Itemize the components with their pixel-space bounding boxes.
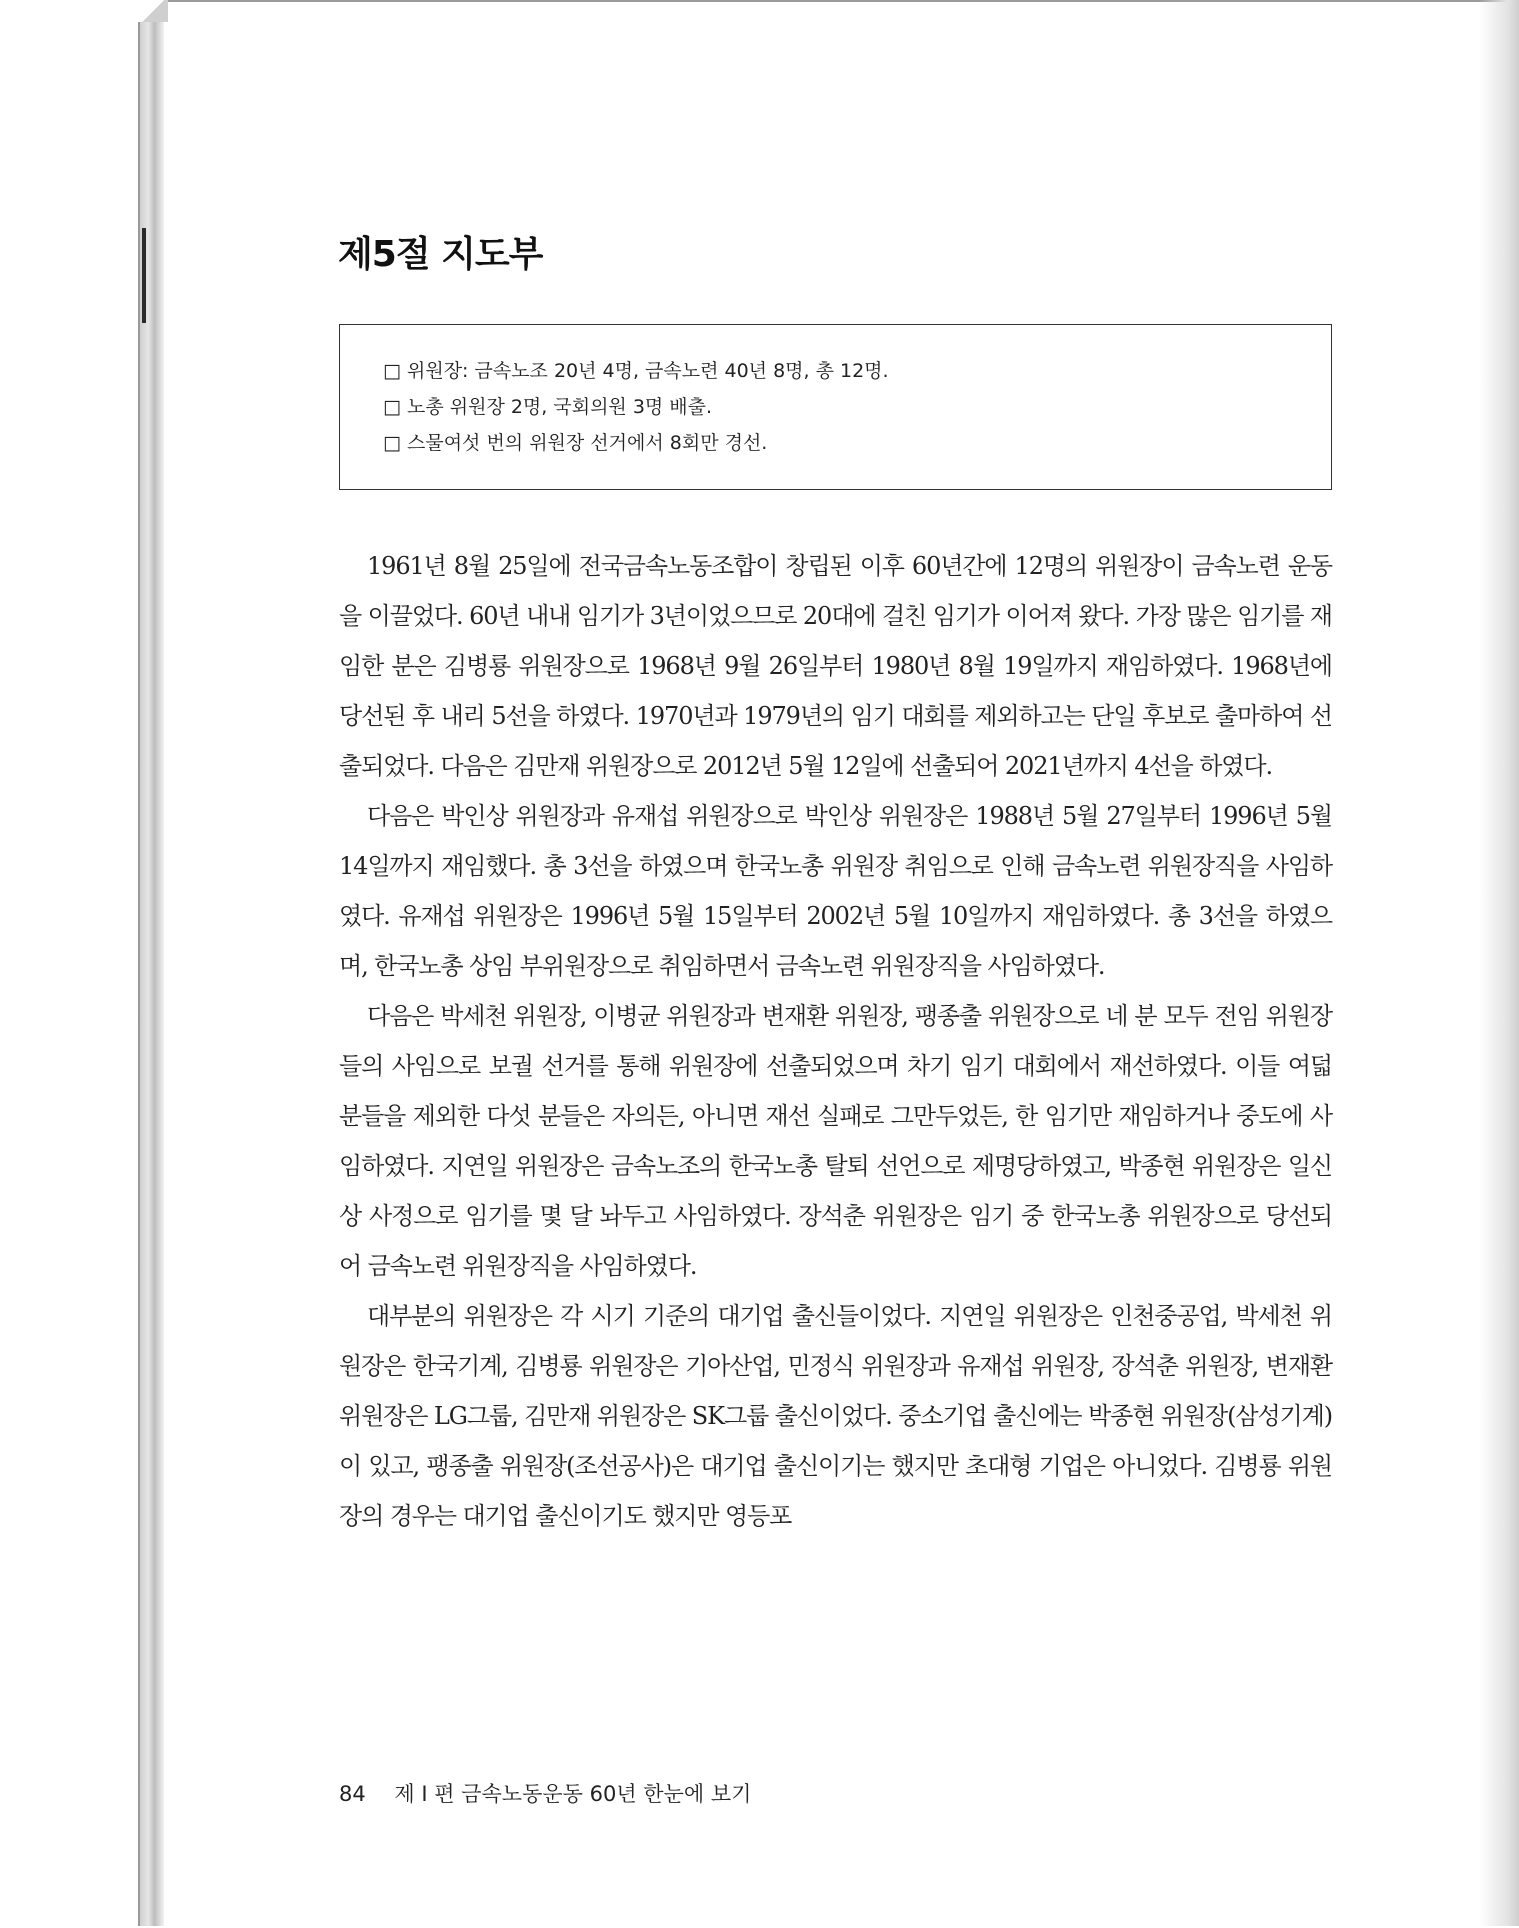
summary-box — [339, 324, 1332, 490]
summary-item: □ 위원장: 금속노조 20년 4명, 금속노련 40년 8명, 총 12명. — [383, 360, 889, 382]
summary-item: □ 스물여섯 번의 위원장 선거에서 8회만 경선. — [383, 432, 768, 454]
paragraph: 다음은 박인상 위원장과 유재섭 위원장으로 박인상 위원장은 1988년 5월 27일부터 1996년 5월 14일까지 재임했다. 총 3선을 하였으며 한국노총 위원장 취임으로 인해 금속노련 위원장직을 사임하였다. 유재섭 위원장은 1996년 5월 15일부터 2002년 5월 10일까지 재임하였다. 총 3선을 하였으며, 한국노총 상임 부위원장으로 취임하면서 금속노련 위원장직을 사임하였다. — [339, 802, 1332, 980]
page-footer — [339, 1778, 751, 1808]
running-title: 제 I 편 금속노동운동 60년 한눈에 보기 — [394, 1782, 752, 1806]
paragraph: 다음은 박세천 위원장, 이병균 위원장과 변재환 위원장, 팽종출 위원장으로 네 분 모두 전임 위원장들의 사임으로 보궐 선거를 통해 위원장에 선출되었으며 차기 임기 대회에서 재선하였다. 이들 여덟 분들을 제외한 다섯 분들은 자의든, 아니면 재선 실패로 그만두었든, 한 임기만 재임하거나 중도에 사임하였다. 지연일 위원장은 금속노조의 한국노총 탈퇴 선언으로 제명당하였고, 박종현 위원장은 일신상 사정으로 임기를 몇 달 놔두고 사임하였다. 장석춘 위원장은 임기 중 한국노총 위원장으로 당선되어 금속노련 위원장직을 사임하였다. — [339, 1002, 1332, 1280]
page-corner — [138, 0, 168, 22]
paragraph: 대부분의 위원장은 각 시기 기준의 대기업 출신들이었다. 지연일 위원장은 인천중공업, 박세천 위원장은 한국기계, 김병룡 위원장은 기아산업, 민정식 위원장과 유재섭 위원장, 장석춘 위원장, 변재환 위원장은 LG그룹, 김만재 위원장은 SK그룹 출신이었다. 중소기업 출신에는 박종현 위원장(삼성기계)이 있고, 팽종출 위원장(조선공사)은 대기업 출신이기는 했지만 초대형 기업은 아니었다. 김병룡 위원장의 경우는 대기업 출신이기도 했지만 영등포 — [339, 1302, 1332, 1530]
paragraph: 1961년 8월 25일에 전국금속노동조합이 창립된 이후 60년간에 12명의 위원장이 금속노련 운동을 이끌었다. 60년 내내 임기가 3년이었으므로 20대에 걸친 임기가 이어져 왔다. 가장 많은 임기를 재임한 분은 김병룡 위원장으로 1968년 9월 26일부터 1980년 8월 19일까지 재임하였다. 1968년에 당선된 후 내리 5선을 하였다. 1970년과 1979년의 임기 대회를 제외하고는 단일 후보로 출마하여 선출되었다. 다음은 김만재 위원장으로 2012년 5월 12일에 선출되어 2021년까지 4선을 하였다. — [339, 552, 1332, 780]
page-edge-mark — [142, 228, 146, 323]
page-curl-shadow — [1479, 0, 1519, 1926]
body-text — [339, 541, 1332, 1541]
section-title: 제5절 지도부 — [338, 234, 543, 275]
page-number: 84 — [339, 1782, 366, 1806]
spine-area — [0, 0, 140, 1926]
summary-item: □ 노총 위원장 2명, 국회의원 3명 배출. — [383, 396, 713, 418]
